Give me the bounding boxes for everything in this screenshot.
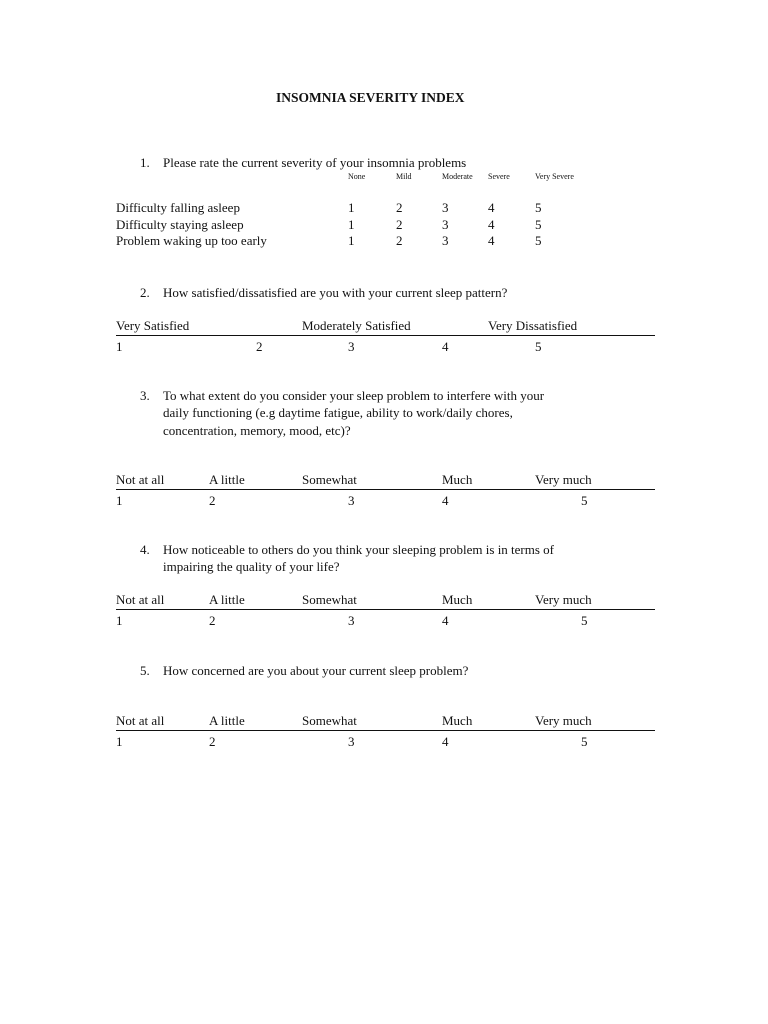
q5-label-somewhat: Somewhat — [302, 713, 357, 728]
q3-scale-value[interactable]: 2 — [209, 493, 216, 508]
q2-scale-rule — [116, 335, 655, 336]
q1-number: 1. — [140, 155, 150, 170]
q1-row-value[interactable]: 4 — [488, 200, 495, 215]
page-title: INSOMNIA SEVERITY INDEX — [276, 90, 465, 105]
q1-row-value[interactable]: 4 — [488, 217, 495, 232]
q4-scale-value[interactable]: 3 — [348, 613, 355, 628]
q1-row-value[interactable]: 5 — [535, 217, 542, 232]
q1-row-value[interactable]: 2 — [396, 217, 403, 232]
q5-scale-value[interactable]: 1 — [116, 734, 123, 749]
q3-scale-value[interactable]: 4 — [442, 493, 449, 508]
q1-row-label: Difficulty falling asleep — [116, 200, 240, 215]
q5-scale-value[interactable]: 2 — [209, 734, 216, 749]
q3-label-somewhat: Somewhat — [302, 472, 357, 487]
q4-label-very-much: Very much — [535, 592, 592, 607]
q4-label-much: Much — [442, 592, 473, 607]
q2-scale-value[interactable]: 1 — [116, 339, 123, 354]
q1-header-moderate: Moderate — [442, 172, 473, 181]
q3-text-line: daily functioning (e.g daytime fatigue, ability to work/daily chores, — [163, 405, 513, 420]
q5-text: How concerned are you about your current sleep problem? — [163, 663, 469, 678]
q3-label-not-at-all: Not at all — [116, 472, 165, 487]
q1-text: Please rate the current severity of your insomnia problems — [163, 155, 467, 170]
q1-row-label: Difficulty staying asleep — [116, 217, 244, 232]
q4-scale-value[interactable]: 2 — [209, 613, 216, 628]
q3-label-very-much: Very much — [535, 472, 592, 487]
q5-label-very-much: Very much — [535, 713, 592, 728]
q1-row-value[interactable]: 3 — [442, 217, 449, 232]
q5-label-a-little: A little — [209, 713, 245, 728]
q1-header-very-severe: Very Severe — [535, 172, 574, 181]
q5-number: 5. — [140, 663, 150, 678]
q1-row-value[interactable]: 3 — [442, 200, 449, 215]
q2-scale-value[interactable]: 3 — [348, 339, 355, 354]
q1-row-value[interactable]: 2 — [396, 200, 403, 215]
q1-row-value[interactable]: 3 — [442, 233, 449, 248]
q3-scale-value[interactable]: 3 — [348, 493, 355, 508]
q5-label-not-at-all: Not at all — [116, 713, 165, 728]
q3-label-much: Much — [442, 472, 473, 487]
q4-scale-value[interactable]: 4 — [442, 613, 449, 628]
q2-number: 2. — [140, 285, 150, 300]
q2-scale-value[interactable]: 4 — [442, 339, 449, 354]
q2-scale-value[interactable]: 5 — [535, 339, 542, 354]
q4-text-line: impairing the quality of your life? — [163, 559, 340, 574]
q1-row-label: Problem waking up too early — [116, 233, 267, 248]
q3-number: 3. — [140, 388, 150, 403]
q5-label-much: Much — [442, 713, 473, 728]
q4-label-not-at-all: Not at all — [116, 592, 165, 607]
q4-scale-rule — [116, 609, 655, 610]
q3-text-line: concentration, memory, mood, etc)? — [163, 423, 351, 438]
q4-text-line: How noticeable to others do you think your sleeping problem is in terms of — [163, 542, 555, 557]
q3-scale-rule — [116, 489, 655, 490]
q2-label-moderately-satisfied: Moderately Satisfied — [302, 318, 411, 333]
q3-scale-value[interactable]: 5 — [581, 493, 588, 508]
q1-header-mild: Mild — [396, 172, 412, 181]
q5-scale-value[interactable]: 5 — [581, 734, 588, 749]
q1-row-value[interactable]: 2 — [396, 233, 403, 248]
q2-label-very-dissatisfied: Very Dissatisfied — [488, 318, 578, 333]
q1-row-value[interactable]: 1 — [348, 200, 355, 215]
q3-label-a-little: A little — [209, 472, 245, 487]
q4-number: 4. — [140, 542, 150, 557]
q2-scale-value[interactable]: 2 — [256, 339, 263, 354]
q2-text: How satisfied/dissatisfied are you with your current sleep pattern? — [163, 285, 508, 300]
q5-scale-rule — [116, 730, 655, 731]
q3-text-line: To what extent do you consider your sleep problem to interfere with your — [163, 388, 545, 403]
q1-header-none: None — [348, 172, 366, 181]
q4-scale-value[interactable]: 5 — [581, 613, 588, 628]
q1-row-value[interactable]: 1 — [348, 233, 355, 248]
q1-row-value[interactable]: 5 — [535, 200, 542, 215]
q1-row-value[interactable]: 5 — [535, 233, 542, 248]
q1-row-value[interactable]: 1 — [348, 217, 355, 232]
q4-label-somewhat: Somewhat — [302, 592, 357, 607]
q5-scale-value[interactable]: 4 — [442, 734, 449, 749]
q2-label-very-satisfied: Very Satisfied — [116, 318, 190, 333]
q1-header-severe: Severe — [488, 172, 510, 181]
q1-row-value[interactable]: 4 — [488, 233, 495, 248]
q5-scale-value[interactable]: 3 — [348, 734, 355, 749]
q4-label-a-little: A little — [209, 592, 245, 607]
q4-scale-value[interactable]: 1 — [116, 613, 123, 628]
q3-scale-value[interactable]: 1 — [116, 493, 123, 508]
